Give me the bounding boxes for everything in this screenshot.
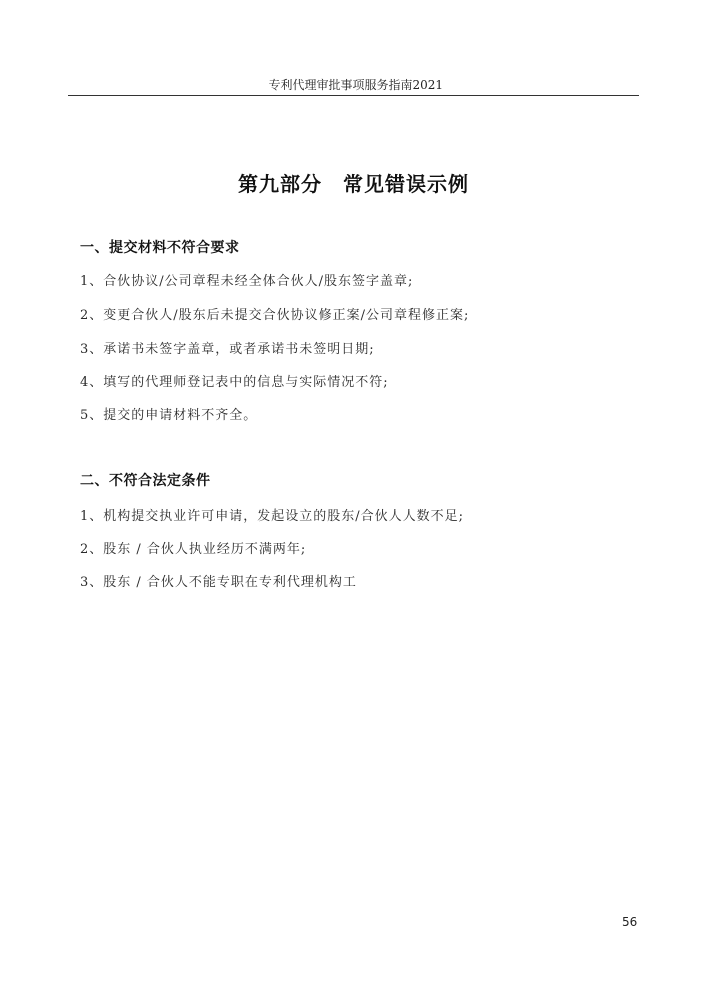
list-item: 4、填写的代理师登记表中的信息与实际情况不符; [80,375,389,390]
part-title: 第九部分 常见错误示例 [238,172,469,196]
list-item: 1、机构提交执业许可申请，发起设立的股东/合伙人人数不足; [80,509,465,524]
section-heading-1: 一、提交材料不符合要求 [80,240,240,256]
list-item: 3、股东 / 合伙人不能专职在专利代理机构工 [80,575,357,590]
page-header [68,78,639,96]
list-item: 2、股东 / 合伙人执业经历不满两年; [80,542,307,557]
list-item: 3、承诺书未签字盖章，或者承诺书未签明日期; [80,342,375,357]
list-item: 2、变更合伙人/股东后未提交合伙协议修正案/公司章程修正案; [80,308,470,323]
list-item: 5、提交的申请材料不齐全。 [80,408,258,423]
list-item: 1、合伙协议/公司章程未经全体合伙人/股东签字盖章; [80,274,414,289]
header-title: 专利代理审批事项服务指南2021 [268,78,443,92]
page-number: 56 [622,915,638,929]
section-heading-2: 二、不符合法定条件 [80,473,211,489]
